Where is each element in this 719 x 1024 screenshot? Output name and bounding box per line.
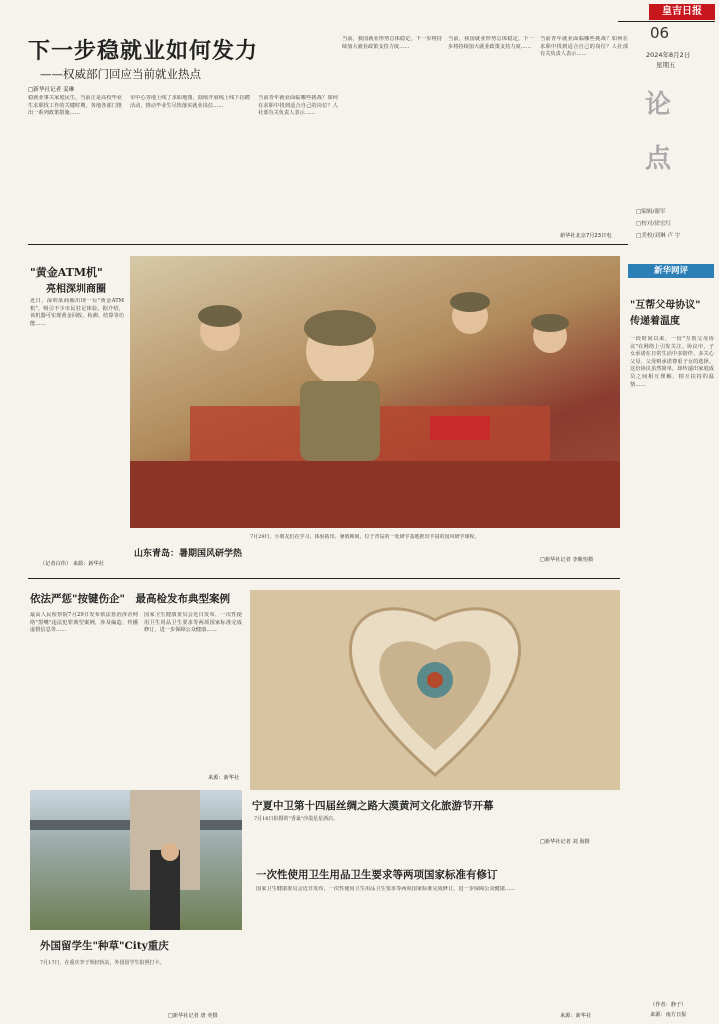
masthead-rule [618,21,715,22]
lead-text-col-1: 稳就业事关家庭民生，当前正是高校毕业生求职找工作的关键时期，各地各部门推出一系列政策措施…… [28,95,122,117]
desert-caption: 7月16日拍摄的"香巢"沙漠星星酒店。 [254,816,339,822]
column-body: 一段时间以来，一份"互帮父母协议"在网络上引发关注。协议中，子女承诺在日常生活中多陪伴、多关心父母，父母则承诺尊重子女的选择。这份协议虽然简单，却传递出家庭成员之间相互理解、相互扶持的温情…… [630,336,714,388]
chongqing-byline: □新华社记者 唐 奕摄 [168,1013,218,1019]
desert-photo [250,590,620,790]
lead-text-col-6 [540,36,628,236]
editor-list [636,206,706,242]
cases-headline: 依法严惩"按键伤企" 最高检发布典型案例 [30,593,230,605]
column-headline: "互帮父母协议" [630,300,701,311]
study-photo-byline: □新华社记者 李紫恒摄 [540,557,594,563]
column-tag: 新华网评 [628,264,714,278]
cases-source: 来源：新华社 [208,775,240,781]
hygiene-headline: 一次性使用卫生用品卫生要求等两项国家标准有修订 [256,869,498,881]
lead-text-col-3: 当前青年就业面临哪些挑战？如何在求职中找到适合自己的岗位？人社部有关负责人表示…… [258,95,338,117]
chongqing-caption: 7月17日，在重庆李子坝轻轨站，外国留学生拍照打卡。 [40,960,165,966]
study-photo [130,256,620,528]
issue-date: 2024年8月2日 [646,51,691,59]
lead-bottom-rule [28,244,628,245]
editor-line: □编辑/谢军 [636,209,666,215]
hygiene-body: 国家卫生健康委员会近日发布，一次性使用卫生用品卫生要求等两项国家标准完成修订，进一步保障公众健康…… [256,886,516,892]
atm-headline: "黄金ATM机" [30,266,103,279]
column-source: 来源：南方日报 [650,1012,687,1018]
study-photo-note: 7月29日，小朋友们在学习、体验拓印。暑假期间，位于青岛的一处研学基地推出丰富的国风研学课程。 [250,534,480,540]
desert-byline: □新华社记者 刘 海摄 [540,839,590,845]
masthead-logo: 皇吉日报 [649,4,715,20]
chongqing-photo-illustration [30,790,242,930]
atm-body: 近日，深圳某商圈出现一台"黄金ATM机"，吸引不少市民驻足体验。据介绍，该机器可实现黄金回收、检测、结算等功能…… [30,298,124,327]
lead-col6-text: 当前青年就业面临哪些挑战？如何在求职中找到适合自己的岗位？人社部有关负责人表示…… [540,36,628,58]
lead-text-col-4 [342,36,442,216]
lead-byline: □新华社记者 姜琳 [28,87,75,93]
page-number: 06 [650,24,670,42]
desert-headline: 宁夏中卫第十四届丝绸之路大漠黄河文化旅游节开幕 [252,800,494,812]
chongqing-headline: 外国留学生"种草"City重庆 [40,940,169,952]
lead-headline: 下一步稳就业如何发力 [28,38,259,64]
editor-line: □美校/刘琳 卢 宇 [636,233,681,239]
study-photo-caption: 山东青岛：暑期国风研学热 [134,549,243,559]
column-subtitle: 传递着温度 [630,316,680,327]
lead-text-col-2: 市中心等地上线了求职地图，陆续开展线上线下招聘活动，推动毕业生尽快落实就业岗位…… [130,95,250,109]
mid-rule [28,578,620,579]
hygiene-source: 来源：新华社 [560,1013,592,1019]
lead-subtitle: ——权威部门回应当前就业热点 [40,67,201,81]
column-author: （作者：静子） [650,1002,687,1008]
desert-photo-illustration [250,590,620,790]
issue-weekday: 星期五 [656,61,676,69]
lead-col4-text: 当前，我国就业形势总体稳定，下一步将持续加大就业政策支持力度…… [342,36,442,50]
atm-subtitle: 亮相深圳商圈 [46,284,106,295]
lead-dateline: 新华社北京7月23日电 [560,233,612,239]
section-title: 论点 [645,90,672,174]
editor-line: □校对/徐宏红 [636,221,672,227]
chongqing-photo [30,790,242,930]
study-photo-illustration [130,256,620,528]
atm-source: （记者白伟） 来源：新华社 [40,561,104,567]
cases-body-col-2: 国家卫生健康委员会近日发布，一次性使用卫生用品卫生要求等两项国家标准完成修订，进一步保障公众健康…… [144,612,242,634]
lead-text-col-5: 当前，我国就业形势总体稳定，下一步将持续加大就业政策支持力度…… [448,36,534,50]
cases-body-col-1: 最高人民检察院7月29日发布依法惩治涉企网络"黑嘴"违法犯罪典型案例，涉及编造、传播虚假信息等…… [30,612,138,634]
